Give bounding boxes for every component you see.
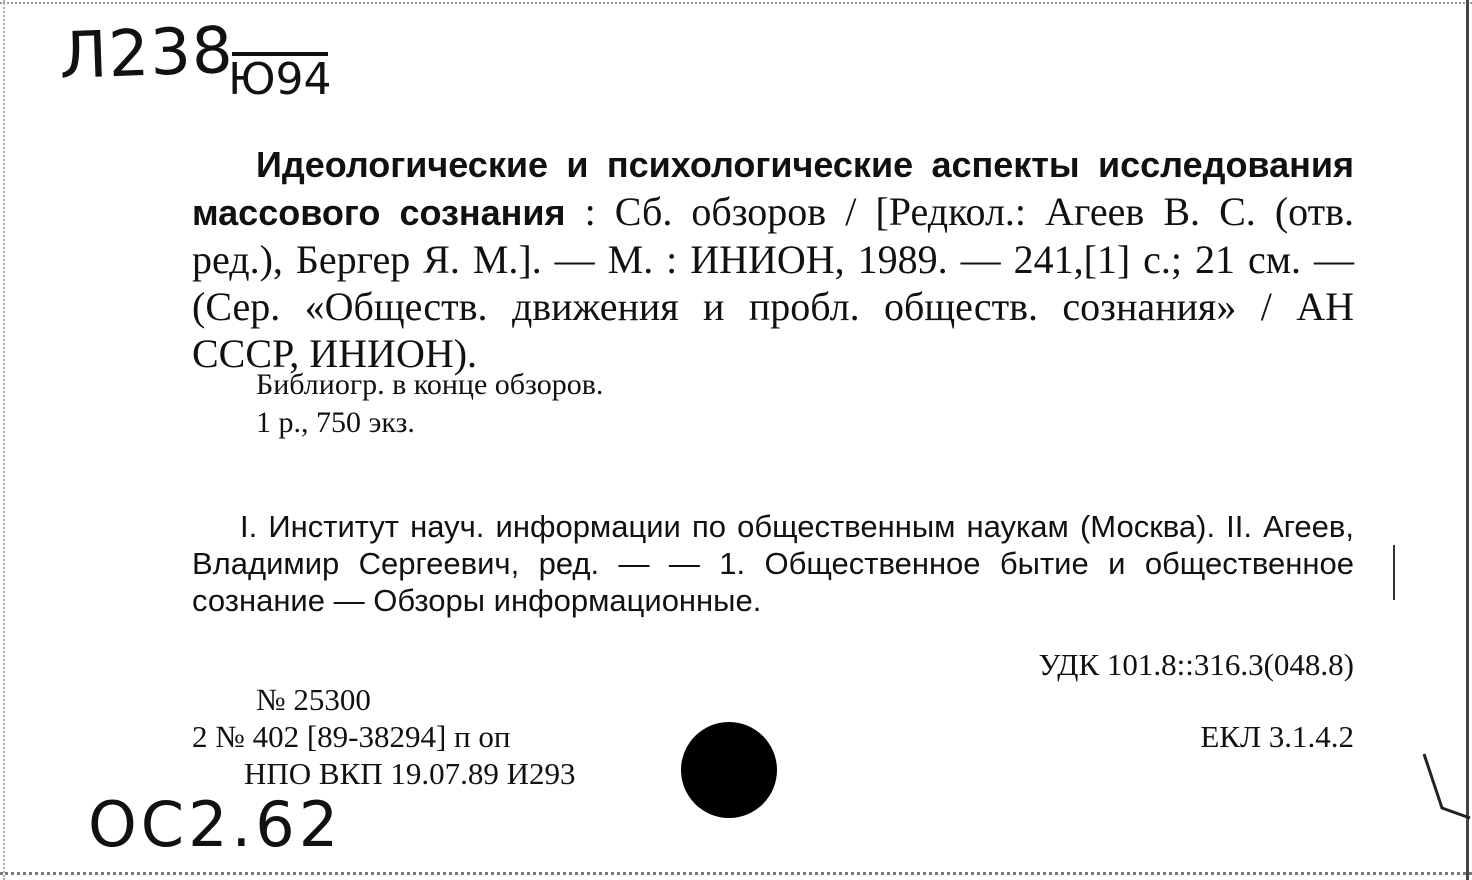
card-edge-top xyxy=(0,2,1472,4)
title-statement: : Сб. обзоров / [Редкол.: Агеев В. С. (отв. ред.), Бергер Я. М.]. — М. : ИНИОН, 1989. — 241,[1] с.; 21 см. — (Сер. «Обществ. движения и пробл. обществ. сознания» / АН СССР, ИНИОН). xyxy=(192,189,1355,376)
card-corner-stroke xyxy=(1420,750,1472,830)
print-info xyxy=(192,681,576,792)
handwritten-code: ОС2.62 xyxy=(88,788,343,861)
shelfmark-fraction xyxy=(228,52,332,104)
udk-code: УДК 101.8::316.3(048.8) xyxy=(1038,647,1354,682)
card-number: № 25300 xyxy=(256,682,371,717)
notes-block xyxy=(256,366,603,442)
title-proper: Идеологические и психологические аспекты исследования массового сознания xyxy=(192,144,1354,233)
shelfmark-handwritten: Л238 xyxy=(58,13,235,94)
bibliographic-description xyxy=(192,140,1354,377)
card-edge-right xyxy=(1466,0,1469,880)
ekl-code: ЕКЛ 3.1.4.2 xyxy=(1200,719,1354,754)
card-edge-left xyxy=(3,0,5,880)
punch-hole xyxy=(681,722,777,818)
order-number: 2 № 402 [89-38294] п оп xyxy=(192,719,511,754)
card-edge-tick xyxy=(1393,545,1395,600)
tracings: I. Институт науч. информации по общественным наукам (Москва). II. Агеев, Владимир Сергеевич, ред. — — 1. Общественное бытие и общественное сознание — Обзоры информационные. xyxy=(192,509,1354,618)
note-bibliography: Библиогр. в конце обзоров. xyxy=(256,368,604,401)
printer-info: НПО ВКП 19.07.89 И293 xyxy=(244,756,576,791)
card-edge-bottom xyxy=(0,872,1472,875)
note-price-copies: 1 р., 750 экз. xyxy=(256,406,415,439)
shelfmark-denominator: Ю94 xyxy=(228,54,332,105)
